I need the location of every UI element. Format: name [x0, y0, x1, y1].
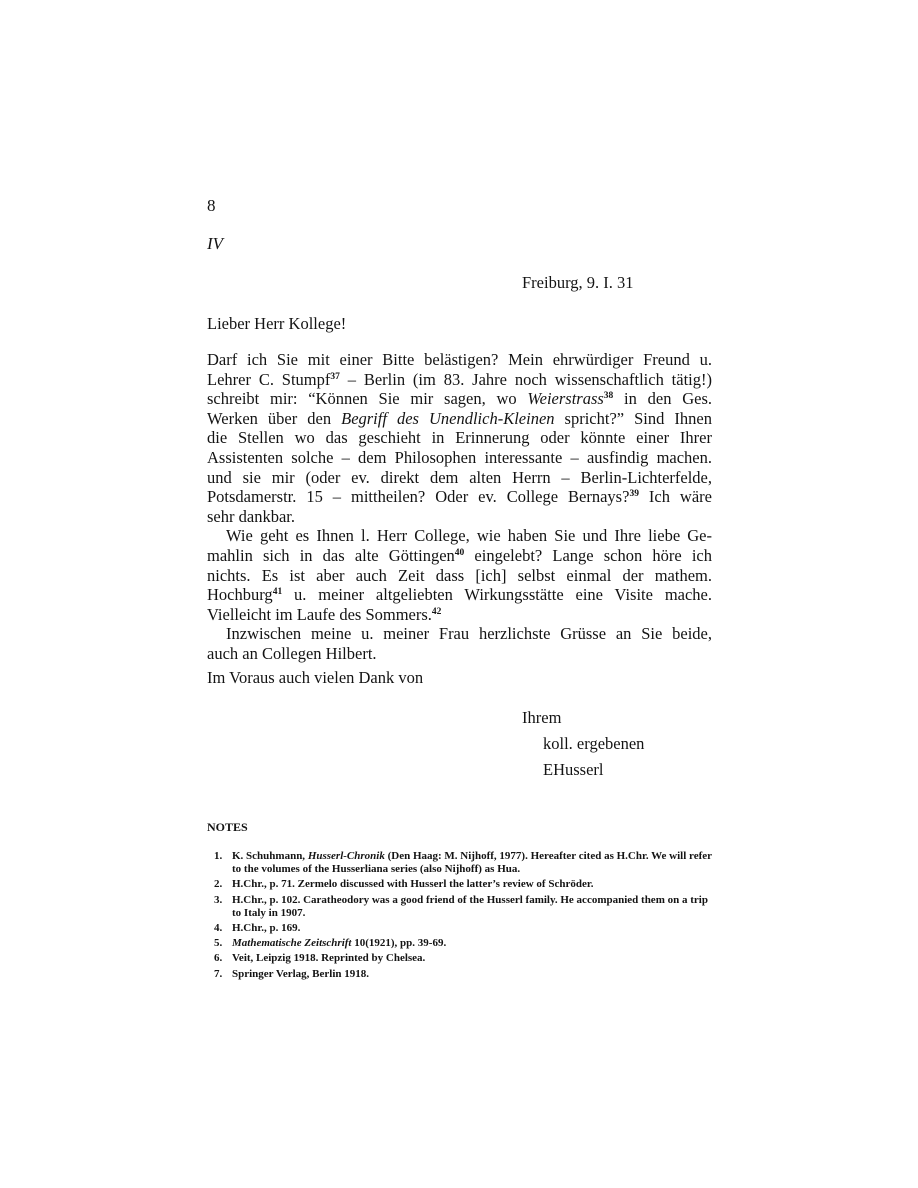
note-number: 6. [214, 952, 223, 965]
note-text: H.Chr., p. 169. [232, 922, 301, 935]
note-text: H.Chr., p. 71. Zermelo discussed with Husserl the latter’s review of Schröder. [232, 878, 594, 891]
note-text: Veit, Leipzig 1918. Reprinted by Chelsea. [232, 952, 426, 965]
footnote-ref: 39 [629, 489, 639, 500]
footnote-ref: 37 [330, 371, 340, 382]
note-item [214, 878, 714, 891]
body-line: und sie mir (oder ev. direkt dem alten Herrn – Berlin-Lichterfelde, [207, 467, 712, 487]
body-line: Wie geht es Ihnen l. Herr College, wie haben Sie und Ihre liebe Ge- [226, 526, 712, 546]
note-number: 4. [214, 922, 223, 935]
note-number: 5. [214, 937, 223, 950]
page-number: 8 [207, 196, 216, 215]
body-line: sehr dankbar. [207, 506, 295, 526]
note-text: Mathematische Zeitschrift 10(1921), pp. 39-69. [232, 937, 447, 950]
body-line: Werken über den Begriff des Unendlich-Kleinen spricht?” Sind Ihnen [207, 408, 712, 428]
letter-body [207, 350, 712, 664]
note-item [214, 952, 714, 965]
body-line: mahlin sich in das alte Göttingen$^{40}$ eingelebt? Lange schon höre ich [207, 545, 713, 565]
place-date: Freiburg, 9. I. 31 [522, 273, 634, 292]
body-line: Vielleicht im Laufe des Sommers.$^{42}$ [207, 604, 442, 624]
note-item [214, 850, 714, 876]
body-line: Darf ich Sie mit einer Bitte belästigen? Mein ehrwürdiger Freund u. [207, 350, 712, 369]
body-line: schreibt mir: “Können Sie mir sagen, wo Weierstrass$^{38}$ in den Ges. [207, 389, 712, 409]
note-number: 2. [214, 878, 223, 891]
notes-list [214, 850, 714, 983]
notes-heading: NOTES [207, 820, 248, 834]
signature-name: EHusserl [543, 760, 604, 779]
note-item [214, 937, 714, 950]
note-text: Springer Verlag, Berlin 1918. [232, 967, 369, 980]
footnote-ref: 41 [272, 587, 283, 598]
note-number: 1. [214, 850, 223, 862]
letter-number: IV [207, 234, 224, 253]
note-number: 3. [214, 893, 223, 906]
body-line: auch an Collegen Hilbert. [207, 643, 377, 663]
closing-line: Im Voraus auch vielen Dank von [207, 668, 424, 687]
signature-line: Ihrem [522, 708, 562, 727]
body-line: Lehrer C. Stumpf$^{37}$ – Berlin (im 83. Jahre noch wissenschaftlich tätig!) [207, 369, 712, 389]
body-line: Inzwischen meine u. meiner Frau herzlichste Grüsse an Sie beide, [226, 624, 712, 644]
body-line: Assistenten solche – dem Philosophen interessante – ausfindig machen. [207, 447, 712, 467]
salutation: Lieber Herr Kollege! [207, 314, 347, 333]
note-item [214, 968, 714, 981]
body-line: Hochburg$^{41}$ u. meiner altgeliebten Wirkungsstätte eine Visite mache. [207, 585, 712, 605]
note-text: K. Schuhmann, Husserl-Chronik (Den Haag: M. Nijhoff, 1977). Hereafter cited as H.Chr. We will refer to the volumes of the Husserliana series (also Nijhoff) as Hua. [232, 850, 712, 876]
note-item [214, 894, 714, 920]
footnote-ref: 42 [431, 606, 442, 617]
footnote-ref: 40 [454, 547, 465, 558]
body-line: die Stellen wo das geschieht in Erinnerung oder könnte einer Ihrer [207, 428, 712, 448]
note-item [214, 922, 714, 935]
signature-line: koll. ergebenen [543, 734, 645, 753]
note-number: 7. [214, 967, 223, 980]
body-line: Potsdamerstr. 15 – mittheilen? Oder ev. College Bernays?$^{39}$ Ich wäre [207, 487, 712, 507]
footnote-ref: 38 [603, 391, 614, 402]
note-text: H.Chr., p. 102. Caratheodory was a good friend of the Husserl family. He accompanied them on a trip to Italy in 1907. [232, 893, 708, 919]
body-line: nichts. Es ist aber auch Zeit dass [ich] selbst einmal der mathem. [207, 565, 712, 585]
